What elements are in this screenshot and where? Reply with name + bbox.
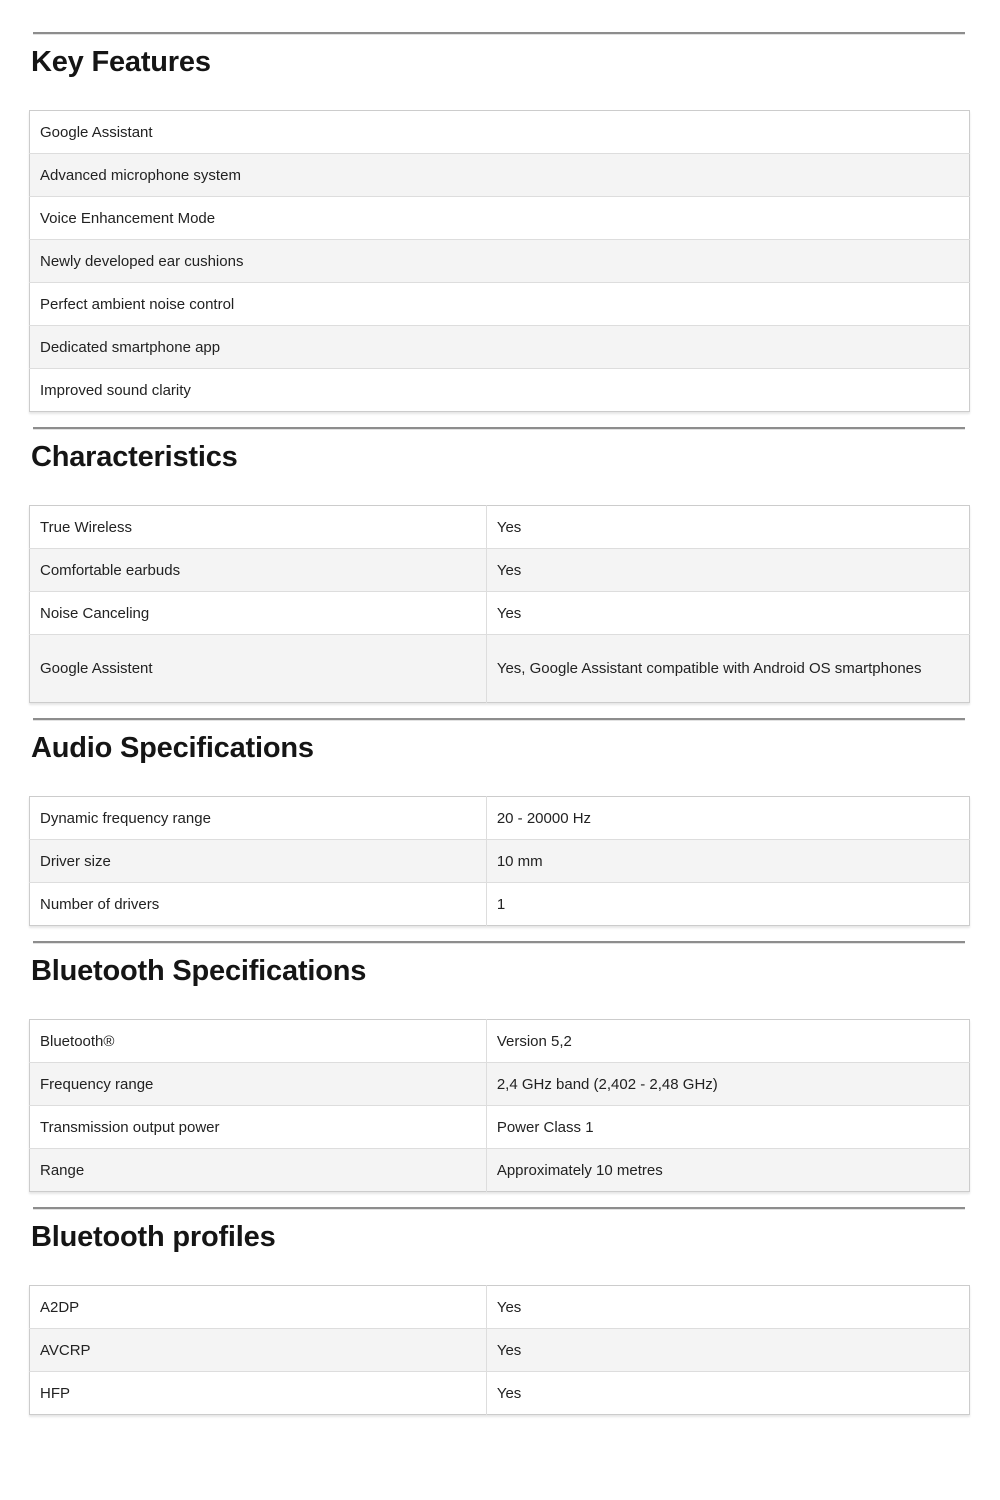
table-row xyxy=(30,197,970,240)
spec-value-cell: Yes xyxy=(486,1286,969,1329)
spec-label-cell: Google Assistant xyxy=(40,123,153,141)
section-characteristics xyxy=(29,427,970,703)
table-row xyxy=(30,506,970,549)
audio-specifications-table xyxy=(29,796,970,926)
section-divider xyxy=(33,427,965,430)
section-title-bluetooth-specifications: Bluetooth Specifications xyxy=(31,955,367,987)
spec-label-cell: Voice Enhancement Mode xyxy=(30,197,970,240)
spec-label-cell: Frequency range xyxy=(30,1063,487,1106)
bluetooth-profiles-table xyxy=(29,1285,970,1415)
section-divider xyxy=(33,32,965,35)
spec-table-body xyxy=(30,111,970,412)
section-audio-specifications xyxy=(29,718,970,926)
bluetooth-specifications-table xyxy=(29,1019,970,1192)
spec-value-cell: 1 xyxy=(486,883,969,926)
spec-label-cell: Number of drivers xyxy=(30,883,487,926)
spec-label-cell: Advanced microphone system xyxy=(30,154,970,197)
spec-label-cell: Perfect ambient noise control xyxy=(30,283,970,326)
key-features-table xyxy=(29,110,970,412)
spec-label-cell: Driver size xyxy=(30,840,487,883)
section-title-key-features: Key Features xyxy=(31,46,211,78)
table-row xyxy=(30,1286,970,1329)
section-bluetooth-specifications xyxy=(29,941,970,1192)
spec-value-cell: Yes xyxy=(486,506,969,549)
table-row xyxy=(30,1106,970,1149)
section-title-bluetooth-profiles: Bluetooth profiles xyxy=(31,1221,276,1253)
table-row xyxy=(30,1063,970,1106)
table-row xyxy=(30,1372,970,1415)
section-title-characteristics: Characteristics xyxy=(31,441,238,473)
table-row xyxy=(30,240,970,283)
section-divider xyxy=(33,718,965,721)
table-row xyxy=(30,1020,970,1063)
spec-value-cell: 20 - 20000 Hz xyxy=(486,797,969,840)
spec-table-body xyxy=(30,797,970,926)
spec-label-cell: Comfortable earbuds xyxy=(30,549,487,592)
table-row xyxy=(30,1329,970,1372)
table-row xyxy=(30,326,970,369)
spec-value-cell: Yes xyxy=(486,1372,969,1415)
table-row xyxy=(30,111,970,154)
table-row xyxy=(30,840,970,883)
spec-label-cell: Bluetooth® xyxy=(40,1032,115,1050)
spec-label-cell: Dedicated smartphone app xyxy=(30,326,970,369)
section-divider xyxy=(33,941,965,944)
spec-label-cell: AVCRP xyxy=(30,1329,487,1372)
spec-value-cell: Yes xyxy=(486,1329,969,1372)
characteristics-table xyxy=(29,505,970,703)
spec-label-cell: Transmission output power xyxy=(30,1106,487,1149)
spec-value-cell: Yes xyxy=(486,592,969,635)
spec-label-cell: A2DP xyxy=(40,1298,80,1316)
spec-label-cell: Noise Canceling xyxy=(30,592,487,635)
table-row xyxy=(30,797,970,840)
table-row xyxy=(30,369,970,412)
section-key-features xyxy=(29,32,970,412)
table-row xyxy=(30,154,970,197)
section-title-audio-specifications: Audio Specifications xyxy=(31,732,314,764)
spec-value-cell: 2,4 GHz band (2,402 - 2,48 GHz) xyxy=(486,1063,969,1106)
spec-label-cell: Improved sound clarity xyxy=(30,369,970,412)
spec-label-cell: Newly developed ear cushions xyxy=(30,240,970,283)
spec-value-cell: Yes, Google Assistant compatible with Android OS smartphones xyxy=(486,635,969,703)
table-row xyxy=(30,283,970,326)
table-row xyxy=(30,883,970,926)
table-row xyxy=(30,635,970,703)
spec-label-cell: Dynamic frequency range xyxy=(40,809,211,827)
spec-label-cell: HFP xyxy=(30,1372,487,1415)
spec-label-cell: Google Assistent xyxy=(30,635,487,703)
spec-label-cell: Range xyxy=(30,1149,487,1192)
spec-value-cell: 10 mm xyxy=(486,840,969,883)
spec-table-body xyxy=(30,506,970,703)
section-divider xyxy=(33,1207,965,1210)
spec-label-cell: True Wireless xyxy=(40,518,132,536)
spec-table-body xyxy=(30,1020,970,1192)
table-row xyxy=(30,549,970,592)
spec-value-cell: Approximately 10 metres xyxy=(486,1149,969,1192)
table-row xyxy=(30,1149,970,1192)
spec-value-cell: Version 5,2 xyxy=(486,1020,969,1063)
spec-value-cell: Power Class 1 xyxy=(486,1106,969,1149)
table-row xyxy=(30,592,970,635)
section-bluetooth-profiles xyxy=(29,1207,970,1415)
spec-value-cell: Yes xyxy=(486,549,969,592)
spec-table-body xyxy=(30,1286,970,1415)
